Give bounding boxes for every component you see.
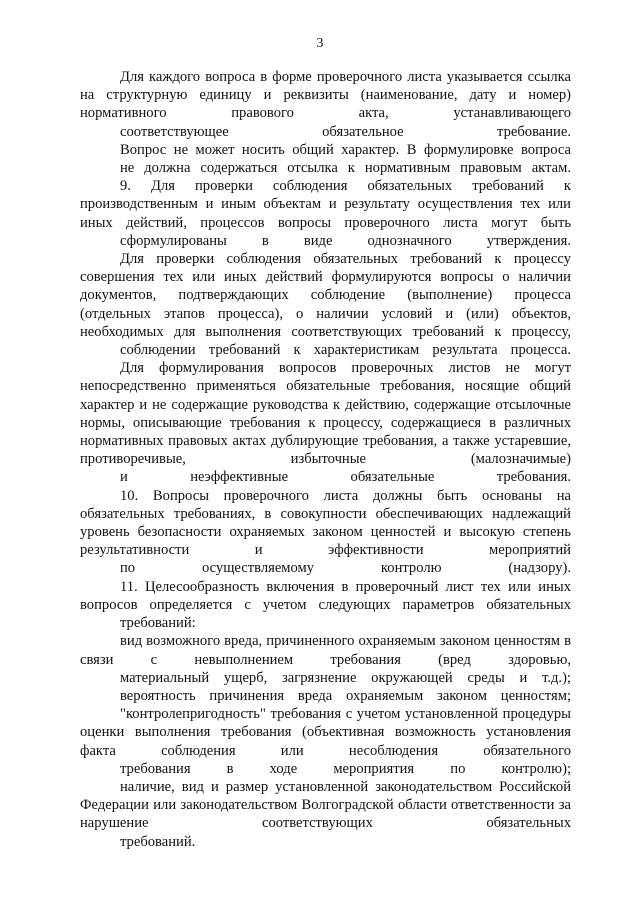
- paragraph-harm-type: вид возможного вреда, причиненного охраняемым законом ценностям в связи с невыполнением требования (вред здоровью, материальный ущерб, загрязнение окружающей среды и т.д.);: [80, 633, 571, 686]
- page-number: 3: [316, 36, 324, 51]
- paragraph-liability: наличие, вид и размер установленной законодательством Российской Федерации или законодательством Волгоградской области ответственности за нарушение соответствующих обязательных требований.: [80, 778, 571, 850]
- paragraph-general-question: Вопрос не может носить общий характер. В формулировке вопроса не должна содержаться отсылка к нормативным правовым актам.: [120, 141, 571, 177]
- paragraph-item-9: 9. Для проверки соблюдения обязательных требований к производственным и иным объектам и результату осуществления тех или иных действий, процессов вопросы проверочного листа могут быть сформулированы в виде однозначного утверждения.: [80, 178, 571, 249]
- paragraph-controllability: "контролепригодность" требования с учетом установленной процедуры оценки выполнения требования (объективная возможность установления факта соблюдения или несоблюдения обязательного требования в ходе мероприятия по контролю);: [80, 706, 571, 777]
- paragraph-excluded-requirements: Для формулирования вопросов проверочных листов не могут непосредственно применяться обязательные требования, носящие общий характер и не содержащие руководства к действию, содержащие отсылочные нормы, описывающие требования к процессу, содержащиеся в различных нормативных правовых актах дублирующие требования, а также устаревшие, противоречивые, избыточные (малозначимые) и неэффективные обязательные требования.: [80, 360, 571, 486]
- paragraph-item-10: 10. Вопросы проверочного листа должны быть основаны на обязательных требованиях, в совокупности обеспечивающих надлежащий уровень безопасности охраняемых законом ценностей и высокую степень результативности и эффективности мероприятий по осуществляемому контролю (надзору).: [80, 487, 571, 577]
- paragraph-reference-requirement: Для каждого вопроса в форме проверочного листа указывается ссылка на структурную единицу и реквизиты (наименование, дату и номер) нормативного правового акта, устанавливающего соответствующее обязательное требование.: [80, 69, 571, 140]
- paragraph-harm-probability: вероятность причинения вреда охраняемым законом ценностям;: [120, 687, 571, 704]
- document-body: [80, 68, 571, 851]
- paragraph-item-11: 11. Целесообразность включения в проверочный лист тех или иных вопросов определяется с учетом следующих параметров обязательных требований:: [80, 578, 571, 632]
- paragraph-process-questions: Для проверки соблюдения обязательных требований к процессу совершения тех или иных действий формулируются вопросы о наличии документов, подтверждающих соблюдение (выполнение) процесса (отдельных этапов процесса), о наличии условий и (или) объектов, необходимых для выполнения соответствующих требований к процессу, соблюдении требований к характеристикам результата процесса.: [80, 251, 571, 359]
